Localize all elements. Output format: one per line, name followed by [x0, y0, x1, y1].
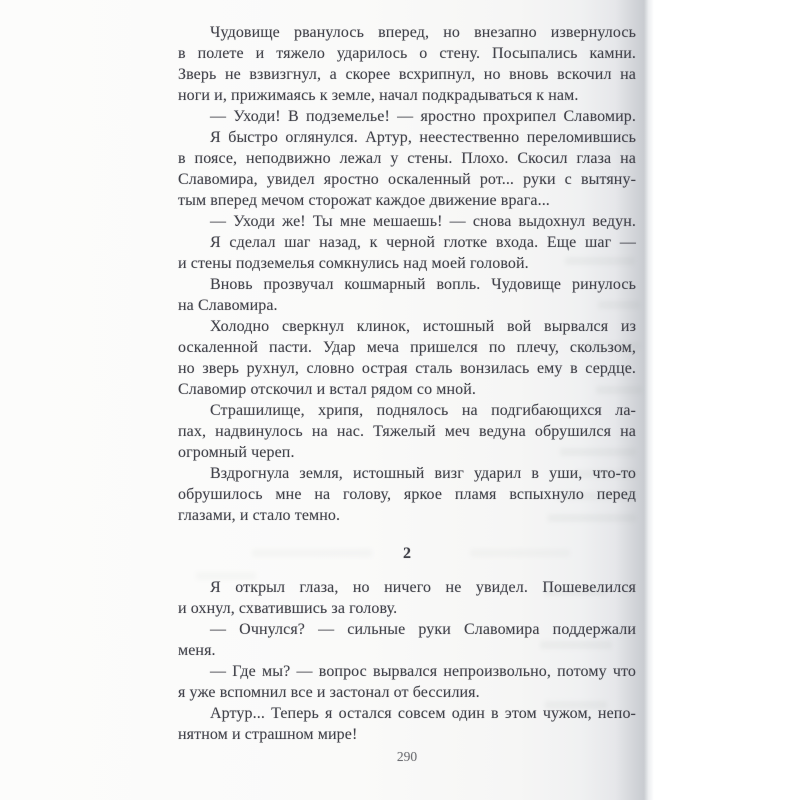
paragraph: [178, 127, 636, 211]
text-line: Славомира, увидел яростно оскаленный рот... руки с вытяну-: [178, 171, 636, 188]
text-line: и охнул, схватившись за голову.: [178, 600, 398, 617]
text-line: — Очнулся? — сильные руки Славомира поддержали: [210, 621, 636, 638]
text-line: Зверь не взвизгнул, а скорее всхрипнул, но вновь вскочил на: [178, 66, 636, 83]
text-line: тым вперед мечом сторожат каждое движение врага...: [178, 192, 550, 209]
text-line: — Где мы? — вопрос вырвался непроизвольно, потому что: [210, 663, 636, 680]
paragraph: [178, 400, 636, 463]
text-line: Вздрогнула земля, истошный визг ударил в уши, что-то: [210, 465, 636, 482]
paragraphs-part2: [178, 577, 636, 745]
page-number: 290: [396, 749, 418, 764]
paragraph: [178, 22, 636, 106]
paragraph: [178, 274, 636, 316]
paragraph: [178, 106, 636, 127]
text-line: ноги и, прижимаясь к земле, начал подкрадываться к нам.: [178, 87, 579, 104]
text-line: оскаленной пасти. Удар меча пришелся по плечу, скользом,: [178, 339, 636, 356]
text-line: Вновь прозвучал кошмарный вопль. Чудовище ринулось: [210, 276, 636, 293]
paragraphs-part1: [178, 22, 636, 526]
paragraph: [178, 463, 636, 526]
text-line: на Славомира.: [178, 297, 278, 314]
text-line: Холодно сверкнул клинок, истошный вой вырвался из: [210, 318, 636, 335]
text-line: я уже вспомнил все и застонал от бессилия.: [178, 684, 480, 701]
text-line: — Уходи же! Ты мне мешаешь! — снова выдохнул ведун.: [210, 213, 636, 230]
text-line: обрушилось мне на голову, яркое пламя вспыхнуло перед: [178, 486, 636, 503]
paragraph: [178, 577, 636, 619]
text-line: Я сделал шаг назад, к черной глотке входа. Еще шаг —: [210, 234, 636, 251]
text-line: в поясе, неподвижно лежал у стены. Плохо. Скосил глаза на: [178, 150, 636, 167]
paragraph: [178, 232, 636, 274]
text-line: меня.: [178, 642, 216, 659]
paragraph: [178, 316, 636, 400]
text-line: Я быстро оглянулся. Артур, неестественно переломившись: [210, 129, 636, 146]
paragraph: [178, 619, 636, 661]
page-edge-shadow: [644, 0, 654, 800]
text-line: пах, надвинулось на нас. Тяжелый меч ведуна обрушился на: [178, 423, 636, 440]
text-line: глазами, и стало темно.: [178, 507, 341, 524]
section-heading: 2: [402, 545, 412, 562]
paragraph: [178, 703, 636, 745]
text-line: но зверь рухнул, словно острая сталь вонзилась ему в сердце.: [178, 360, 636, 377]
text-line: Артур... Теперь я остался совсем один в этом чужом, непо-: [210, 705, 636, 722]
text-line: Славомир отскочил и встал рядом со мной.: [178, 381, 477, 398]
text-block: [178, 22, 636, 745]
text-line: Страшилище, хрипя, поднялось на подгибающихся ла-: [210, 402, 636, 419]
text-line: Я открыл глаза, но ничего не увидел. Пошевелился: [210, 579, 636, 596]
text-line: и стены подземелья сомкнулись над моей головой.: [178, 255, 529, 272]
text-line: нятном и страшном мире!: [178, 726, 358, 743]
text-line: в полете и тяжело ударилось о стену. Посыпались камни.: [178, 45, 636, 62]
text-line: огромный череп.: [178, 444, 295, 461]
paragraph: [178, 661, 636, 703]
text-line: Чудовище рванулось вперед, но внезапно извернулось: [210, 24, 636, 41]
text-line: — Уходи! В подземелье! — яростно прохрипел Славомир.: [210, 108, 636, 125]
paragraph: [178, 211, 636, 232]
